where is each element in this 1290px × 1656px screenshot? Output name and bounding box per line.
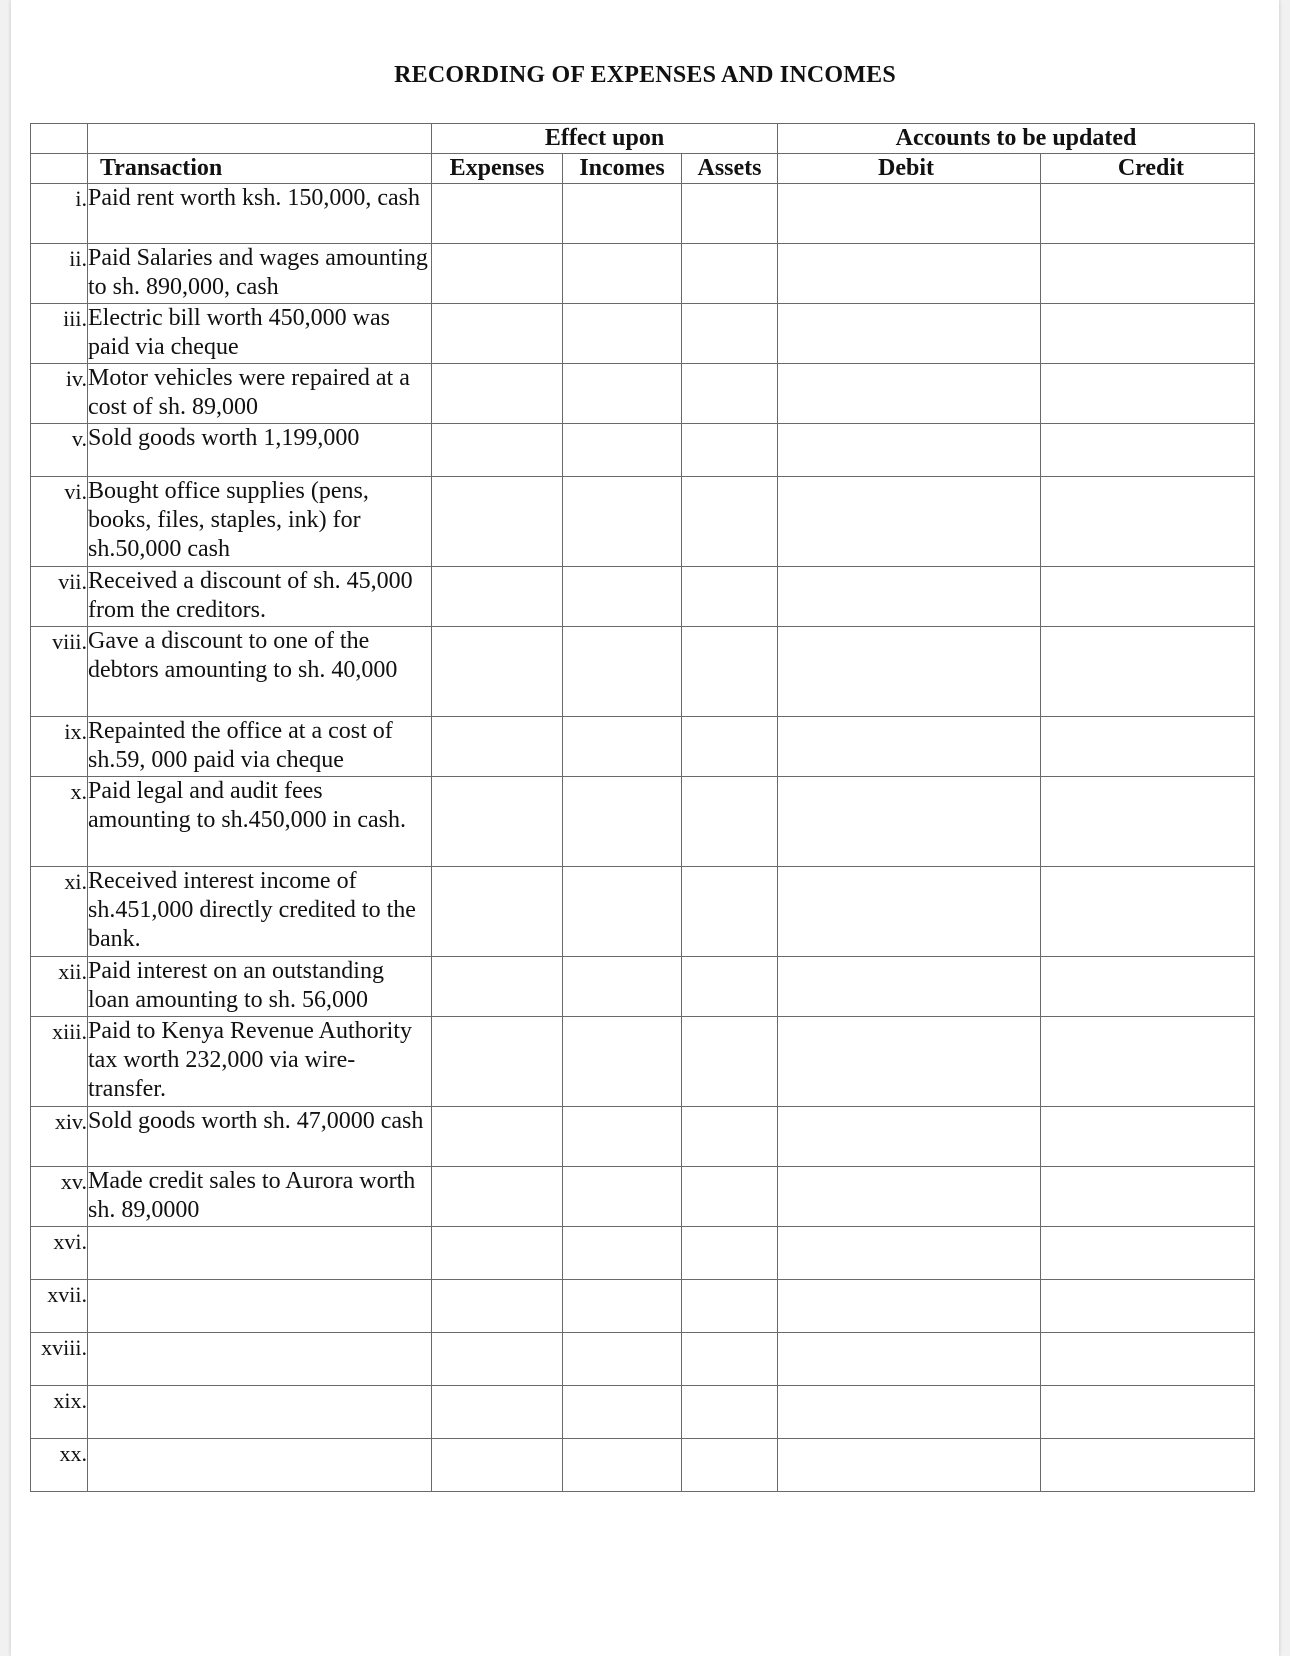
assets-cell[interactable]	[682, 304, 778, 364]
incomes-cell[interactable]	[563, 1280, 682, 1333]
debit-cell[interactable]	[778, 777, 1041, 867]
incomes-cell[interactable]	[563, 364, 682, 424]
debit-cell[interactable]	[778, 867, 1041, 957]
debit-cell[interactable]	[778, 1386, 1041, 1439]
transaction-description: Paid Salaries and wages amounting to sh. 890,000, cash	[88, 244, 432, 304]
table-row	[31, 477, 1255, 567]
debit-cell[interactable]	[778, 1333, 1041, 1386]
table-row	[31, 717, 1255, 777]
incomes-cell[interactable]	[563, 1227, 682, 1280]
incomes-cell[interactable]	[563, 1333, 682, 1386]
incomes-cell[interactable]	[563, 244, 682, 304]
expenses-cell[interactable]	[432, 777, 563, 867]
incomes-cell[interactable]	[563, 567, 682, 627]
transactions-body	[31, 184, 1255, 1492]
assets-cell[interactable]	[682, 1227, 778, 1280]
debit-cell[interactable]	[778, 364, 1041, 424]
table-row	[31, 627, 1255, 717]
transaction-description: Sold goods worth 1,199,000	[88, 424, 432, 477]
transaction-description	[88, 1280, 432, 1333]
incomes-cell[interactable]	[563, 777, 682, 867]
expenses-cell[interactable]	[432, 717, 563, 777]
expenses-cell[interactable]	[432, 364, 563, 424]
debit-cell[interactable]	[778, 304, 1041, 364]
header-blank-num-2	[31, 154, 88, 184]
expenses-cell[interactable]	[432, 1107, 563, 1167]
assets-cell[interactable]	[682, 364, 778, 424]
document-page	[11, 0, 1279, 1656]
credit-cell[interactable]	[1041, 477, 1255, 567]
row-number: ii.	[31, 244, 88, 304]
expenses-cell[interactable]	[432, 1017, 563, 1107]
assets-cell[interactable]	[682, 424, 778, 477]
row-number: x.	[31, 777, 88, 867]
credit-cell[interactable]	[1041, 424, 1255, 477]
credit-cell[interactable]	[1041, 1017, 1255, 1107]
table-row	[31, 364, 1255, 424]
table-row	[31, 424, 1255, 477]
table-row	[31, 1333, 1255, 1386]
effect-upon-header: Effect upon	[432, 124, 778, 154]
assets-cell[interactable]	[682, 627, 778, 717]
transaction-description: Received interest income of sh.451,000 directly credited to the bank.	[88, 867, 432, 957]
transaction-description: Motor vehicles were repaired at a cost of sh. 89,000	[88, 364, 432, 424]
assets-cell[interactable]	[682, 567, 778, 627]
incomes-cell[interactable]	[563, 867, 682, 957]
transaction-description: Made credit sales to Aurora worth sh. 89,0000	[88, 1167, 432, 1227]
incomes-cell[interactable]	[563, 1017, 682, 1107]
assets-cell[interactable]	[682, 777, 778, 867]
table-row	[31, 777, 1255, 867]
expenses-header: Expenses	[432, 154, 563, 184]
expenses-cell[interactable]	[432, 1386, 563, 1439]
expenses-cell[interactable]	[432, 567, 563, 627]
assets-cell[interactable]	[682, 1333, 778, 1386]
row-number: iii.	[31, 304, 88, 364]
expenses-cell[interactable]	[432, 1333, 563, 1386]
transactions-table	[30, 123, 1255, 1492]
table-row	[31, 1017, 1255, 1107]
table-row	[31, 1280, 1255, 1333]
row-number: xviii.	[31, 1333, 88, 1386]
row-number: xiv.	[31, 1107, 88, 1167]
header-blank-tx	[88, 124, 432, 154]
assets-cell[interactable]	[682, 1386, 778, 1439]
row-number: xvi.	[31, 1227, 88, 1280]
assets-cell[interactable]	[682, 957, 778, 1017]
row-number: xvii.	[31, 1280, 88, 1333]
credit-cell[interactable]	[1041, 1333, 1255, 1386]
table-row	[31, 567, 1255, 627]
header-blank-num	[31, 124, 88, 154]
debit-header: Debit	[778, 154, 1041, 184]
credit-cell[interactable]	[1041, 1167, 1255, 1227]
row-number: xiii.	[31, 1017, 88, 1107]
incomes-cell[interactable]	[563, 957, 682, 1017]
credit-cell[interactable]	[1041, 1280, 1255, 1333]
debit-cell[interactable]	[778, 1227, 1041, 1280]
assets-cell[interactable]	[682, 1280, 778, 1333]
incomes-cell[interactable]	[563, 1439, 682, 1492]
assets-header: Assets	[682, 154, 778, 184]
expenses-cell[interactable]	[432, 957, 563, 1017]
table-row	[31, 1107, 1255, 1167]
debit-cell[interactable]	[778, 567, 1041, 627]
table-row	[31, 304, 1255, 364]
row-number: iv.	[31, 364, 88, 424]
incomes-cell[interactable]	[563, 1107, 682, 1167]
table-row	[31, 184, 1255, 244]
transaction-description	[88, 1386, 432, 1439]
debit-cell[interactable]	[778, 1167, 1041, 1227]
credit-cell[interactable]	[1041, 867, 1255, 957]
assets-cell[interactable]	[682, 867, 778, 957]
transaction-description: Paid interest on an outstanding loan amounting to sh. 56,000	[88, 957, 432, 1017]
page-title: RECORDING OF EXPENSES AND INCOMES	[394, 62, 896, 88]
row-number: vi.	[31, 477, 88, 567]
transaction-description: Received a discount of sh. 45,000 from the creditors.	[88, 567, 432, 627]
table-row	[31, 1386, 1255, 1439]
table-row	[31, 957, 1255, 1017]
header-row-1	[31, 124, 1255, 154]
table-row	[31, 244, 1255, 304]
incomes-cell[interactable]	[563, 1167, 682, 1227]
transaction-description	[88, 1333, 432, 1386]
transaction-description	[88, 1439, 432, 1492]
credit-cell[interactable]	[1041, 364, 1255, 424]
debit-cell[interactable]	[778, 424, 1041, 477]
debit-cell[interactable]	[778, 477, 1041, 567]
transaction-description: Gave a discount to one of the debtors amounting to sh. 40,000	[88, 627, 432, 717]
transaction-header: Transaction	[88, 154, 432, 184]
expenses-cell[interactable]	[432, 627, 563, 717]
transaction-description: Paid to Kenya Revenue Authority tax worth 232,000 via wire-transfer.	[88, 1017, 432, 1107]
expenses-cell[interactable]	[432, 1227, 563, 1280]
credit-cell[interactable]	[1041, 777, 1255, 867]
debit-cell[interactable]	[778, 184, 1041, 244]
row-number: xv.	[31, 1167, 88, 1227]
expenses-cell[interactable]	[432, 1280, 563, 1333]
row-number: i.	[31, 184, 88, 244]
transaction-description: Electric bill worth 450,000 was paid via cheque	[88, 304, 432, 364]
credit-cell[interactable]	[1041, 567, 1255, 627]
table-row	[31, 867, 1255, 957]
accounts-to-update-header: Accounts to be updated	[778, 124, 1255, 154]
incomes-cell[interactable]	[563, 304, 682, 364]
table-row	[31, 1167, 1255, 1227]
expenses-cell[interactable]	[432, 424, 563, 477]
assets-cell[interactable]	[682, 1167, 778, 1227]
expenses-cell[interactable]	[432, 244, 563, 304]
transaction-description	[88, 1227, 432, 1280]
debit-cell[interactable]	[778, 957, 1041, 1017]
assets-cell[interactable]	[682, 1439, 778, 1492]
row-number: xix.	[31, 1386, 88, 1439]
credit-cell[interactable]	[1041, 717, 1255, 777]
assets-cell[interactable]	[682, 717, 778, 777]
debit-cell[interactable]	[778, 1107, 1041, 1167]
assets-cell[interactable]	[682, 477, 778, 567]
row-number: viii.	[31, 627, 88, 717]
row-number: xi.	[31, 867, 88, 957]
expenses-cell[interactable]	[432, 1167, 563, 1227]
row-number: ix.	[31, 717, 88, 777]
debit-cell[interactable]	[778, 717, 1041, 777]
table-row	[31, 1227, 1255, 1280]
incomes-cell[interactable]	[563, 424, 682, 477]
incomes-cell[interactable]	[563, 627, 682, 717]
debit-cell[interactable]	[778, 1017, 1041, 1107]
credit-cell[interactable]	[1041, 957, 1255, 1017]
credit-cell[interactable]	[1041, 1386, 1255, 1439]
debit-cell[interactable]	[778, 244, 1041, 304]
debit-cell[interactable]	[778, 1280, 1041, 1333]
credit-cell[interactable]	[1041, 1439, 1255, 1492]
assets-cell[interactable]	[682, 1107, 778, 1167]
transaction-description: Paid rent worth ksh. 150,000, cash	[88, 184, 432, 244]
incomes-header: Incomes	[563, 154, 682, 184]
table-row	[31, 1439, 1255, 1492]
expenses-cell[interactable]	[432, 184, 563, 244]
expenses-cell[interactable]	[432, 477, 563, 567]
transaction-description: Paid legal and audit fees amounting to sh.450,000 in cash.	[88, 777, 432, 867]
credit-cell[interactable]	[1041, 1107, 1255, 1167]
assets-cell[interactable]	[682, 1017, 778, 1107]
expenses-cell[interactable]	[432, 304, 563, 364]
expenses-cell[interactable]	[432, 1439, 563, 1492]
expenses-cell[interactable]	[432, 867, 563, 957]
incomes-cell[interactable]	[563, 477, 682, 567]
row-number: xx.	[31, 1439, 88, 1492]
assets-cell[interactable]	[682, 184, 778, 244]
row-number: v.	[31, 424, 88, 477]
assets-cell[interactable]	[682, 244, 778, 304]
credit-header: Credit	[1041, 154, 1255, 184]
debit-cell[interactable]	[778, 1439, 1041, 1492]
incomes-cell[interactable]	[563, 184, 682, 244]
row-number: vii.	[31, 567, 88, 627]
credit-cell[interactable]	[1041, 304, 1255, 364]
header-row-2	[31, 154, 1255, 184]
incomes-cell[interactable]	[563, 1386, 682, 1439]
debit-cell[interactable]	[778, 627, 1041, 717]
credit-cell[interactable]	[1041, 184, 1255, 244]
transaction-description: Repainted the office at a cost of sh.59, 000 paid via cheque	[88, 717, 432, 777]
credit-cell[interactable]	[1041, 1227, 1255, 1280]
row-number: xii.	[31, 957, 88, 1017]
transaction-description: Bought office supplies (pens, books, files, staples, ink) for sh.50,000 cash	[88, 477, 432, 567]
incomes-cell[interactable]	[563, 717, 682, 777]
transaction-description: Sold goods worth sh. 47,0000 cash	[88, 1107, 432, 1167]
credit-cell[interactable]	[1041, 627, 1255, 717]
credit-cell[interactable]	[1041, 244, 1255, 304]
